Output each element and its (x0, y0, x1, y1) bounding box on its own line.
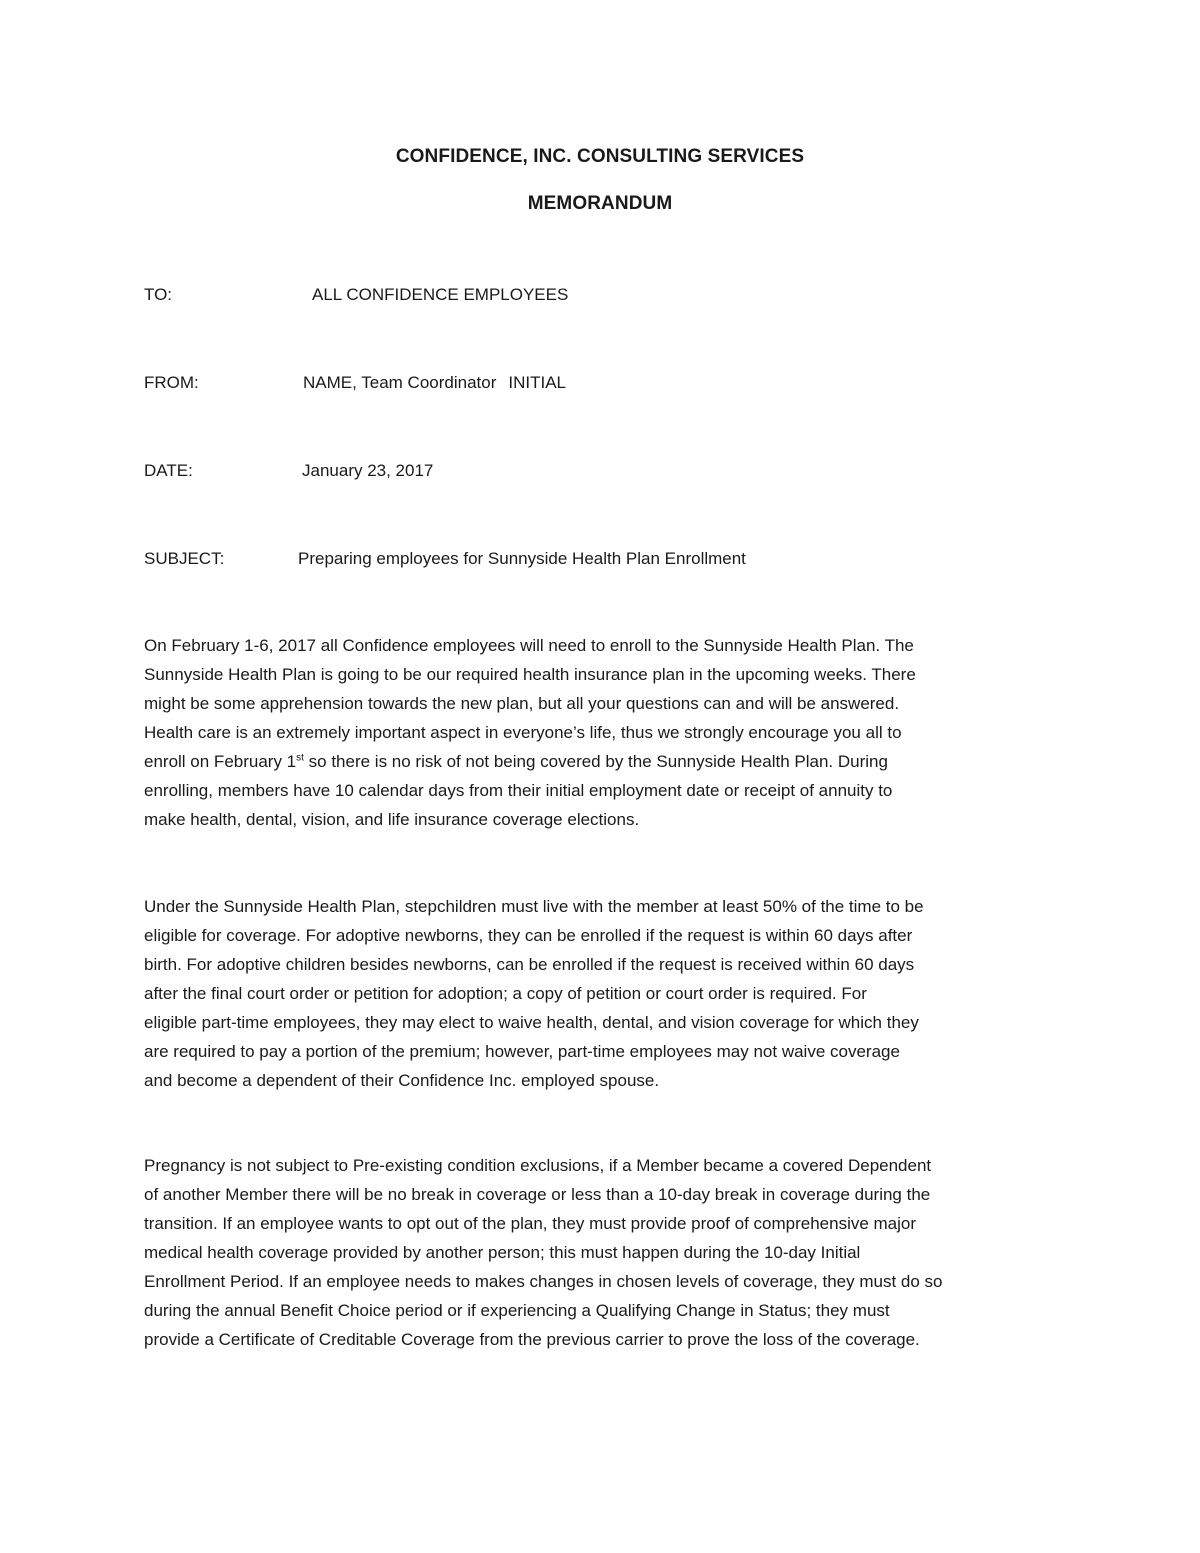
from-name: NAME, Team Coordinator (303, 373, 497, 392)
paragraph-line: of another Member there will be no break in coverage or less than a 10-day break in coverage during the (144, 1185, 931, 1204)
paragraph-line: eligible part-time employees, they may elect to waive health, dental, and vision coverage for which they (144, 1013, 919, 1032)
paragraph-line: Pregnancy is not subject to Pre-existing condition exclusions, if a Member became a covered Dependent (144, 1156, 932, 1175)
from-label: FROM: (144, 373, 199, 392)
paragraph-line: might be some apprehension towards the new plan, but all your questions can and will be answered. (144, 694, 900, 713)
paragraph-line: On February 1-6, 2017 all Confidence employees will need to enroll to the Sunnyside Health Plan. The (144, 636, 914, 655)
paragraph-line: eligible for coverage. For adoptive newborns, they can be enrolled if the request is within 60 days after (144, 926, 913, 945)
paragraph-line: and become a dependent of their Confidence Inc. employed spouse. (144, 1071, 660, 1090)
paragraph-line: Under the Sunnyside Health Plan, stepchildren must live with the member at least 50% of the time to be (144, 897, 924, 916)
subject-label: SUBJECT: (144, 549, 225, 568)
body-paragraph-coverage-changes (144, 1151, 1064, 1354)
to-value: ALL CONFIDENCE EMPLOYEES (312, 285, 569, 304)
memorandum-heading: MEMORANDUM (527, 193, 673, 214)
paragraph-line: after the final court order or petition for adoption; a copy of petition or court order is required. For (144, 984, 867, 1003)
line-text: so there is no risk of not being covered by the Sunnyside Health Plan. During (303, 752, 888, 771)
from-initial: INITIAL (508, 373, 566, 392)
paragraph-line: Enrollment Period. If an employee needs to makes changes in chosen levels of coverage, they must do so (144, 1272, 943, 1291)
company-heading: CONFIDENCE, INC. CONSULTING SERVICES (395, 146, 805, 167)
ordinal-suffix: st (296, 752, 304, 764)
from-value (303, 372, 566, 394)
paragraph-line: enrolling, members have 10 calendar days from their initial employment date or receipt of annuity to (144, 781, 893, 800)
date-value: January 23, 2017 (302, 461, 434, 480)
paragraph-line: Health care is an extremely important aspect in everyone’s life, thus we strongly encourage you all to (144, 723, 902, 742)
paragraph-line: during the annual Benefit Choice period or if experiencing a Qualifying Change in Status; they must (144, 1301, 890, 1320)
paragraph-line: transition. If an employee wants to opt out of the plan, they must provide proof of comprehensive major (144, 1214, 917, 1233)
subject-value: Preparing employees for Sunnyside Health Plan Enrollment (298, 549, 746, 568)
paragraph-line: provide a Certificate of Creditable Coverage from the previous carrier to prove the loss of the coverage. (144, 1330, 920, 1349)
paragraph-line: medical health coverage provided by another person; this must happen during the 10-day Initial (144, 1243, 861, 1262)
paragraph-line: make health, dental, vision, and life insurance coverage elections. (144, 810, 640, 829)
paragraph-line: are required to pay a portion of the premium; however, part-time employees may not waive coverage (144, 1042, 900, 1061)
date-label: DATE: (144, 461, 193, 480)
paragraph-line (144, 747, 1064, 776)
paragraph-line: birth. For adoptive children besides newborns, can be enrolled if the request is received within 60 days (144, 955, 915, 974)
body-paragraph-enrollment (144, 631, 1064, 834)
to-label: TO: (144, 285, 173, 304)
paragraph-line: Sunnyside Health Plan is going to be our required health insurance plan in the upcoming weeks. There (144, 665, 916, 684)
line-text: enroll on February 1 (144, 752, 297, 771)
body-paragraph-eligibility (144, 892, 1064, 1095)
